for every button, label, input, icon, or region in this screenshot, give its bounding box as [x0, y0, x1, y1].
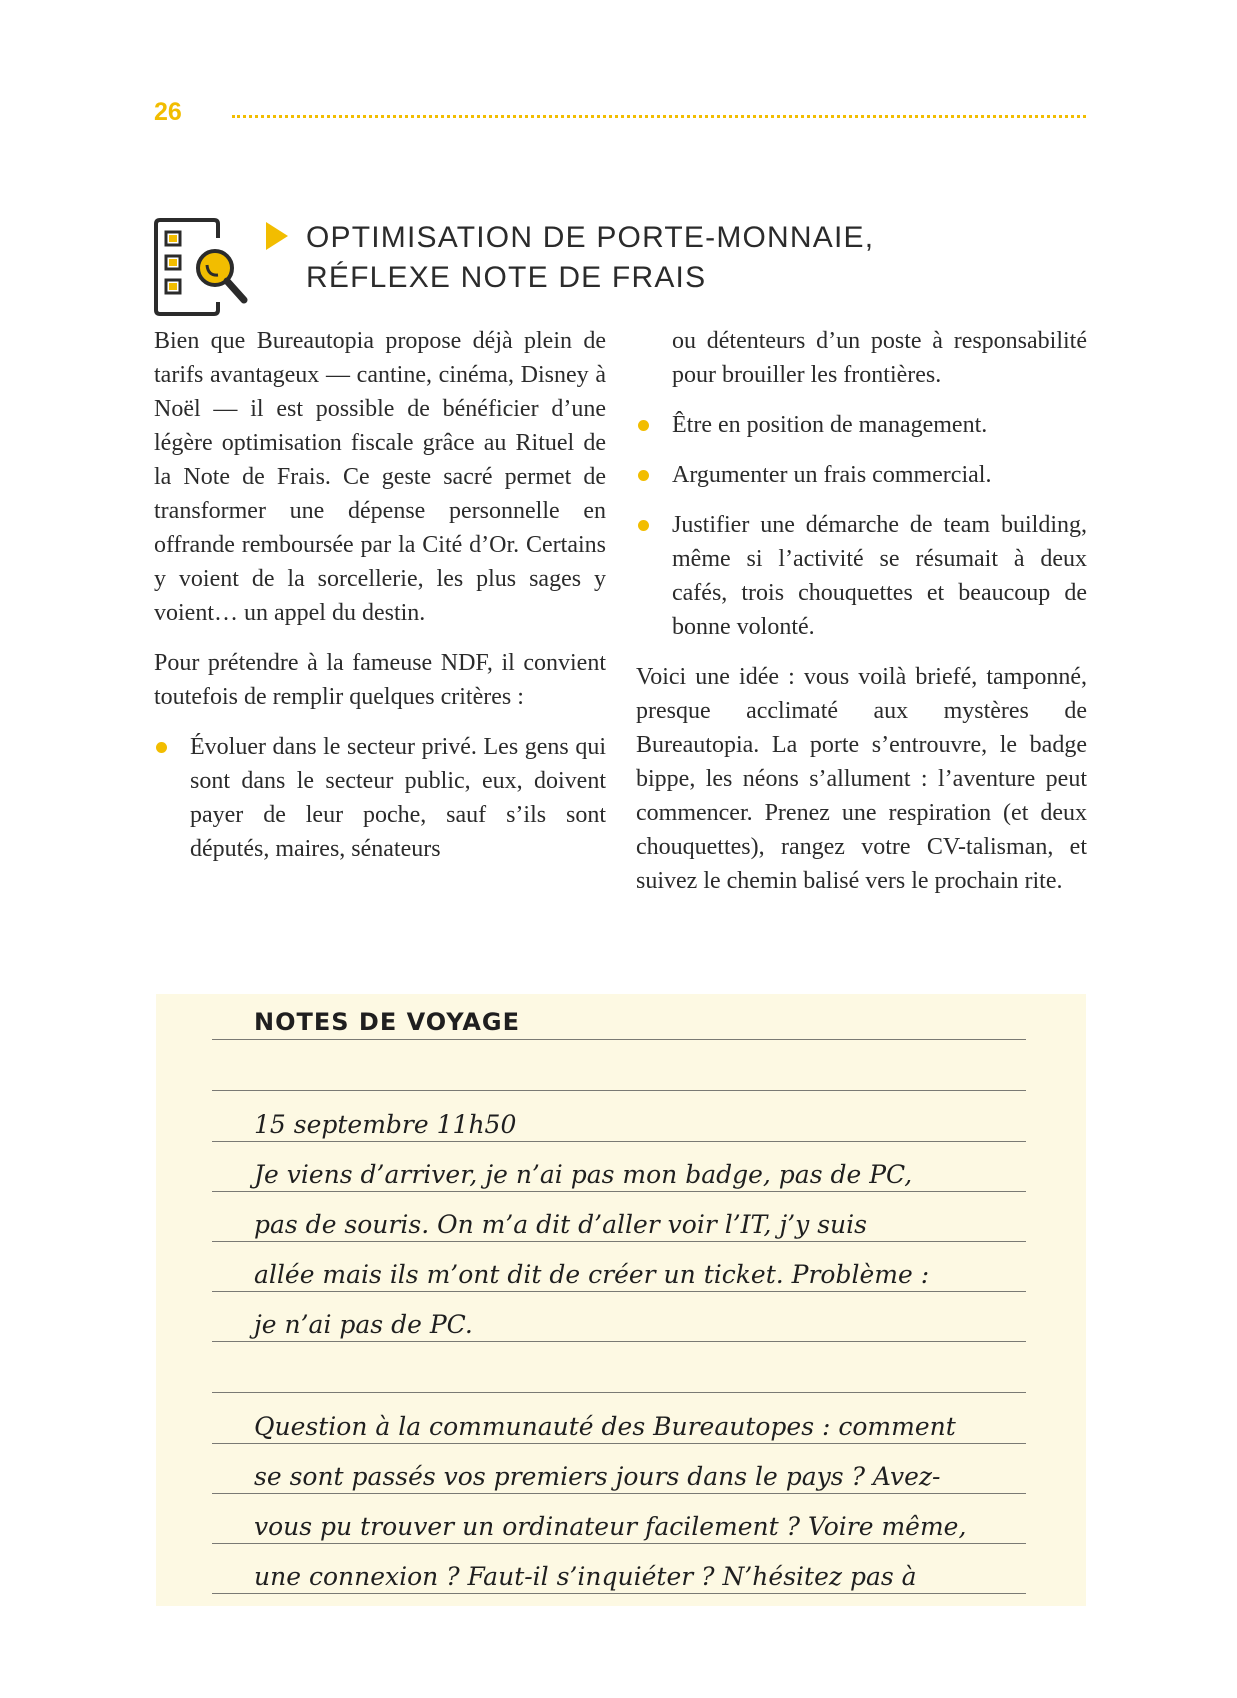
- ruled-line: [212, 1392, 1026, 1393]
- notes-line: Question à la communauté des Bureautopes : comment: [254, 1412, 956, 1441]
- notes-line: Je viens d’arriver, je n’ai pas mon badge, pas de PC,: [254, 1160, 913, 1189]
- notes-line: vous pu trouver un ordinateur facilement ? Voire même,: [254, 1512, 967, 1541]
- notes-line: pas de souris. On m’a dit d’aller voir l’IT, j’y suis: [254, 1210, 867, 1239]
- notes-title: NOTES DE VOYAGE: [254, 1008, 521, 1036]
- triangle-arrow-icon: [266, 222, 288, 250]
- notes-line: allée mais ils m’ont dit de créer un ticket. Problème :: [254, 1260, 930, 1289]
- section-title-line-1: OPTIMISATION DE PORTE-MONNAIE,: [306, 221, 875, 254]
- criteria-list: [154, 730, 606, 866]
- page-number: 26: [154, 98, 182, 126]
- section-title: [306, 218, 966, 298]
- paragraph-intro: Bien que Bureautopia propose déjà plein de tarifs avantageux — cantine, cinéma, Disney à Noël — il est possible de bénéficier d’une légère optimisation fiscale grâce au Rituel de la Note de Frais. Ce geste sacré permet de transformer une dépense personnelle en offrande remboursée par la Cité d’Or. Certains y voient de la sorcellerie, les plus sages y voient… un appel du destin.: [154, 328, 606, 626]
- ruled-line: [212, 1291, 1026, 1292]
- list-item: Justifier une démarche de team building, même si l’activité se résumait à deux cafés, trois chouquettes et beaucoup de bonne volonté.: [636, 508, 1087, 644]
- section-title-line-2: RÉFLEXE NOTE DE FRAIS: [306, 261, 707, 294]
- criteria-list-continued: [636, 408, 1087, 644]
- notes-line: je n’ai pas de PC.: [254, 1310, 473, 1339]
- ruled-line: [212, 1543, 1026, 1544]
- list-item: Être en position de management.: [636, 408, 1087, 442]
- ruled-line: [212, 1593, 1026, 1594]
- travel-notes-box: [156, 994, 1086, 1606]
- ruled-line: [212, 1039, 1026, 1040]
- ruled-line: [212, 1443, 1026, 1444]
- ruled-line: [212, 1241, 1026, 1242]
- list-item: Argumenter un frais commercial.: [636, 458, 1087, 492]
- ruled-line: [212, 1493, 1026, 1494]
- ruled-line: [212, 1141, 1026, 1142]
- notes-line: une connexion ? Faut-il s’inquiéter ? N’hésitez pas à: [254, 1562, 917, 1591]
- notes-line: se sont passés vos premiers jours dans le pays ? Avez-: [254, 1462, 941, 1491]
- paragraph-conclusion: Voici une idée : vous voilà briefé, tamponné, presque acclimaté aux mystères de Bureautopia. La porte s’entrouvre, le badge bippe, les néons s’allument : l’aventure peut commencer. Prenez une respiration (et deux chouquettes), rangez votre CV-talisman, et suivez le chemin balisé vers le prochain rite.: [636, 664, 1087, 894]
- notes-line: 15 septembre 11h50: [254, 1110, 517, 1139]
- body-column-right: [636, 324, 1087, 914]
- header-dotted-rule: [232, 115, 1086, 118]
- body-column-left: [154, 324, 606, 882]
- ruled-line: [212, 1090, 1026, 1091]
- list-item-continuation: ou détenteurs d’un poste à responsabilité pour brouiller les frontières.: [672, 328, 1087, 388]
- ruled-line: [212, 1191, 1026, 1192]
- checklist-magnifier-icon: [152, 216, 252, 318]
- ruled-line: [212, 1341, 1026, 1342]
- paragraph-criteria: Pour prétendre à la fameuse NDF, il convient toutefois de remplir quelques critères :: [154, 650, 606, 710]
- list-item: Évoluer dans le secteur privé. Les gens qui sont dans le secteur public, eux, doivent payer de leur poche, sauf s’ils sont députés, maires, sénateurs: [154, 730, 606, 866]
